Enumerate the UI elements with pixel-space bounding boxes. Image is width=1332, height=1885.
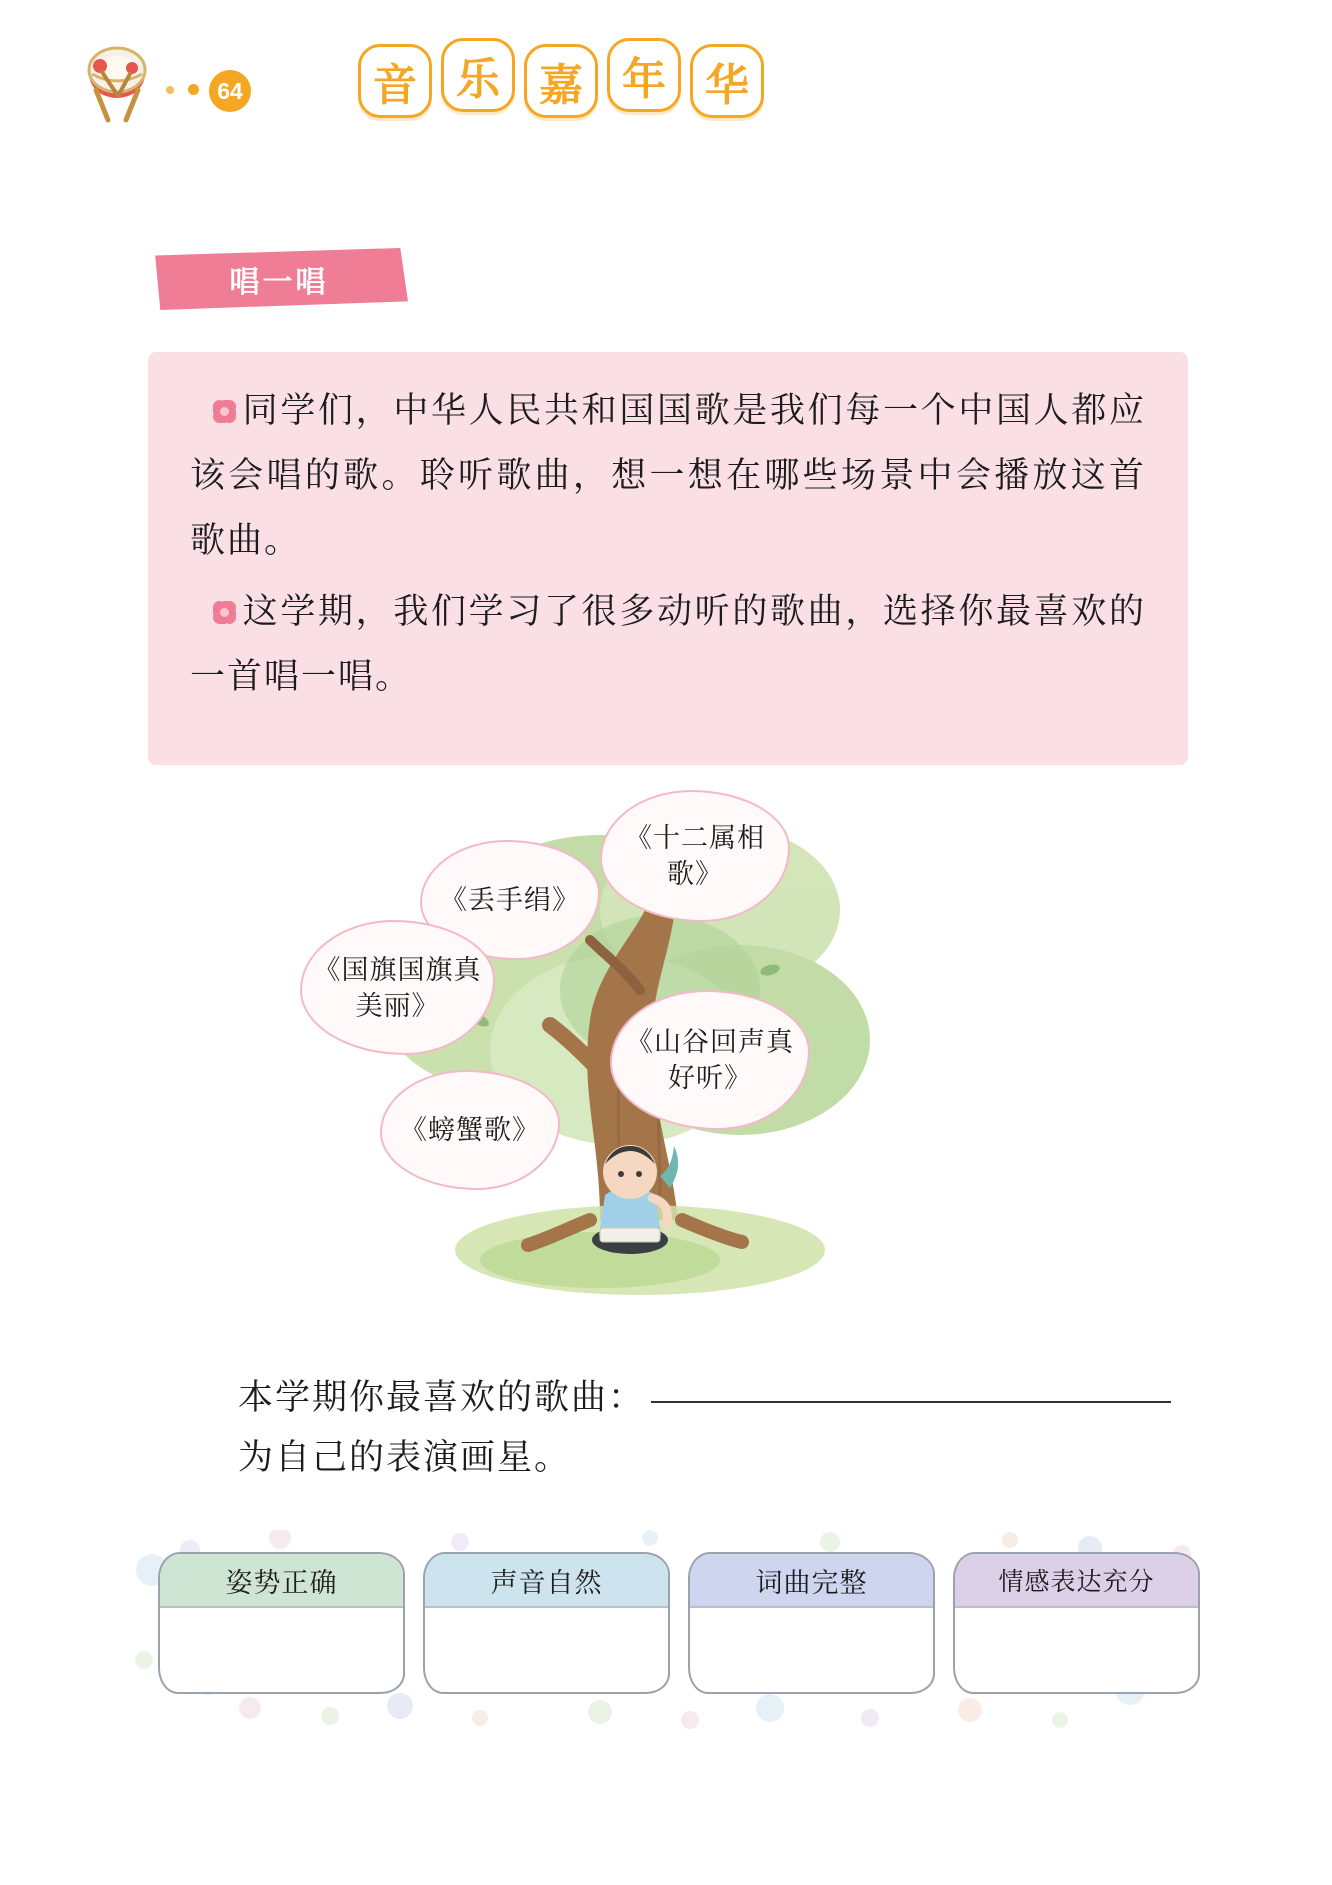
flower-bullet-1 [190, 378, 242, 443]
title-char-4: 华 [690, 44, 764, 118]
title-char-1: 乐 [441, 38, 515, 112]
evaluation-label: 姿势正确 [160, 1554, 403, 1608]
song-tree-illustration [300, 790, 1030, 1320]
evaluation-label: 词曲完整 [690, 1554, 933, 1608]
favorite-song-line [238, 1368, 1198, 1428]
instruction-text-2: 这学期，我们学习了很多动听的歌曲，选择你最喜欢的一首唱一唱。 [190, 592, 1146, 696]
decorative-dots [166, 84, 199, 95]
song-bubble: 《丢手绢》 [420, 840, 600, 960]
flower-bullet-2 [190, 579, 242, 644]
evaluation-box[interactable] [688, 1552, 935, 1694]
title-char-2: 嘉 [524, 44, 598, 118]
page-title [358, 38, 764, 112]
instruction-text-1: 同学们，中华人民共和国国歌是我们每一个中国人都应该会唱的歌。聆听歌曲，想一想在哪些场景中会播放这首歌曲。 [190, 391, 1146, 560]
evaluation-label: 情感表达充分 [955, 1554, 1198, 1608]
song-bubble: 《国旗国旗真美丽》 [300, 920, 495, 1055]
section-tag-label: 唱一唱 [229, 265, 329, 300]
page-header [78, 38, 1258, 158]
evaluation-label: 声音自然 [425, 1554, 668, 1608]
evaluation-row [158, 1552, 1200, 1694]
song-bubble: 《十二属相歌》 [600, 790, 790, 922]
title-char-3: 年 [607, 38, 681, 112]
song-bubble: 《螃蟹歌》 [380, 1070, 560, 1190]
favorite-song-label: 本学期你最喜欢的歌曲： [238, 1378, 646, 1417]
song-bubble: 《山谷回声真好听》 [610, 990, 810, 1130]
instruction-paragraph-1 [190, 378, 1146, 573]
evaluation-area [130, 1530, 1200, 1730]
section-tag [150, 248, 408, 310]
evaluation-box[interactable] [423, 1552, 670, 1694]
favorite-song-input[interactable] [651, 1401, 1171, 1403]
star-instruction: 为自己的表演画星。 [238, 1438, 572, 1477]
drum-icon [78, 44, 156, 126]
page-number: 64 [209, 70, 251, 112]
evaluation-box[interactable] [953, 1552, 1200, 1694]
evaluation-box[interactable] [158, 1552, 405, 1694]
instruction-paragraph-2 [190, 579, 1146, 709]
fill-in-section [238, 1368, 1198, 1488]
title-char-0: 音 [358, 44, 432, 118]
instruction-panel [148, 352, 1188, 765]
